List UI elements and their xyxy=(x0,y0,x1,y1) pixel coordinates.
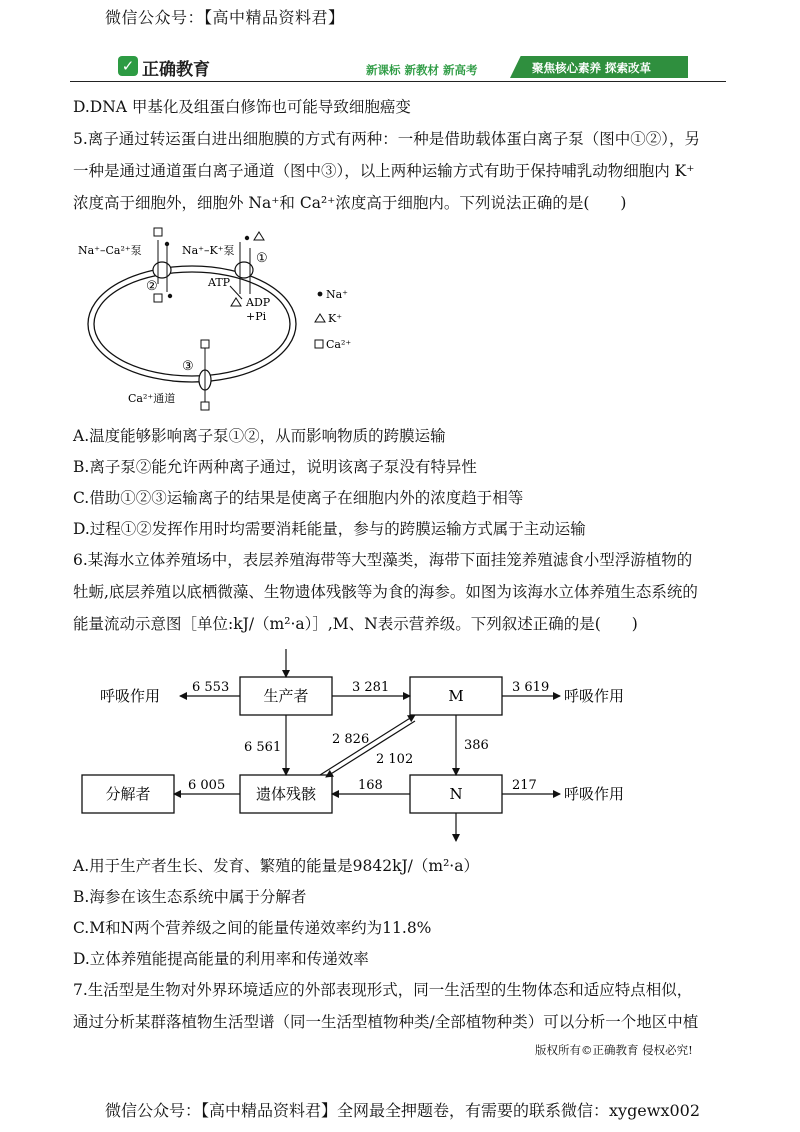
q6-option-b: B.海参在该生态系统中属于分解者 xyxy=(73,888,307,906)
na-dot-inside xyxy=(168,294,172,298)
pump-2-number: ② xyxy=(146,279,158,294)
q5-option-c: C.借助①②③运输离子的结果是使离子在细胞内外的浓度趋于相等 xyxy=(73,489,524,507)
value-2826: 2 826 xyxy=(332,732,370,747)
copyright-notice: 版权所有©正确教育 侵权必究! xyxy=(535,1043,693,1057)
slogan-left: 新课标 新教材 新高考 xyxy=(366,63,478,77)
na-dot-top xyxy=(165,242,169,246)
legend-na-dot xyxy=(318,292,323,297)
header-divider xyxy=(70,81,726,82)
q5-stem-line-3: 浓度高于细胞外，细胞外 Na⁺和 Ca²⁺浓度高于细胞内。下列说法正确的是( ) xyxy=(73,194,627,212)
value-217: 217 xyxy=(512,778,537,793)
value-3281: 3 281 xyxy=(352,680,390,695)
pi-label: +Pi xyxy=(246,310,267,323)
q6-stem-line-2: 牡蛎,底层养殖以底栖微藻、生物遗体残骸等为食的海参。如图为该海水立体养殖生态系统的 xyxy=(73,583,698,601)
atp-label: ATP xyxy=(208,276,231,289)
q4-option-d: D.DNA 甲基化及组蛋白修饰也可能导致细胞癌变 xyxy=(73,98,411,116)
value-6005: 6 005 xyxy=(188,778,226,793)
brand-logo xyxy=(118,55,258,81)
q5-option-a: A.温度能够影响离子泵①②，从而影响物质的跨膜运输 xyxy=(73,427,446,445)
resp-left-label: 呼吸作用 xyxy=(100,687,161,705)
producer-label: 生产者 xyxy=(263,687,309,705)
value-2102: 2 102 xyxy=(376,752,414,767)
legend-ca: Ca²⁺ xyxy=(326,338,352,351)
q7-stem-line-2: 通过分析某群落植物生活型谱（同一生活型植物种类/全部植物种类）可以分析一个地区中植 xyxy=(73,1013,699,1031)
legend-ca-square xyxy=(315,340,323,348)
q5-stem-line-2: 一种是通过通道蛋白离子通道（图中③），以上两种运输方式有助于保持哺乳动物细胞内 K⁺ xyxy=(73,162,695,180)
check-icon: ✓ xyxy=(118,56,138,76)
q6-option-c: C.M和N两个营养级之间的能量传递效率约为11.8% xyxy=(73,919,432,937)
resp-m-label: 呼吸作用 xyxy=(564,687,625,705)
k-triangle-top xyxy=(254,232,264,240)
resp-n-label: 呼吸作用 xyxy=(564,785,625,803)
na-dot-pump1 xyxy=(245,236,249,240)
footer-wechat: 微信公众号：【高中精品资料君】全网最全押题卷，有需要的联系微信：xygewx002 xyxy=(105,1101,701,1120)
slogan-right: 聚焦核心素养 探索改革 xyxy=(532,61,652,75)
pump-1-label: Na⁺–K⁺泵 xyxy=(182,244,235,257)
q5-stem-line-1: 5.离子通过转运蛋白进出细胞膜的方式有两种：一种是借助载体蛋白离子泵（图中①②），另 xyxy=(73,130,701,148)
m-label: M xyxy=(448,687,464,705)
ca-square-inside xyxy=(154,294,162,302)
q5-option-d: D.过程①②发挥作用时均需要消耗能量，参与的跨膜运输方式属于主动运输 xyxy=(73,520,586,538)
header-wechat: 微信公众号：【高中精品资料君】 xyxy=(105,8,345,27)
ca-square-channel-in xyxy=(201,340,209,348)
legend-k-triangle xyxy=(315,314,325,322)
k-triangle-inside xyxy=(231,298,241,306)
pump-1-number: ① xyxy=(256,251,268,266)
adp-label: ADP xyxy=(246,296,271,309)
remains-label: 遗体残骸 xyxy=(255,785,317,803)
decomposer-label: 分解者 xyxy=(105,785,151,803)
value-168: 168 xyxy=(358,778,383,793)
q6-option-d: D.立体养殖能提高能量的利用率和传递效率 xyxy=(73,950,369,968)
ca-square-top xyxy=(154,228,162,236)
legend-na: Na⁺ xyxy=(326,288,348,301)
n-label: N xyxy=(449,785,463,803)
brand-name: 正确教育 xyxy=(142,60,210,80)
legend-k: K⁺ xyxy=(328,312,343,325)
q6-option-a: A.用于生产者生长、发育、繁殖的能量是9842kJ/（m²·a） xyxy=(73,857,479,875)
value-6561: 6 561 xyxy=(244,740,282,755)
q5-option-b: B.离子泵②能允许两种离子通过，说明该离子泵没有特异性 xyxy=(73,458,477,476)
q6-stem-line-1: 6.某海水立体养殖场中，表层养殖海带等大型藻类，海带下面挂笼养殖滤食小型浮游植物的 xyxy=(73,551,693,569)
pump-2-label: Na⁺–Ca²⁺泵 xyxy=(78,244,142,257)
ca-square-channel-out xyxy=(201,402,209,410)
value-6553: 6 553 xyxy=(192,680,230,695)
value-386: 386 xyxy=(464,738,489,753)
channel-label: Ca²⁺通道 xyxy=(128,392,176,405)
q7-stem-line-1: 7.生活型是生物对外界环境适应的外部表现形式，同一生活型的生物体态和适应特点相似， xyxy=(73,981,693,999)
energy-flow-diagram xyxy=(70,645,670,850)
channel-number: ③ xyxy=(182,359,194,374)
arrow-m-remains xyxy=(326,721,415,777)
cell-membrane-figure xyxy=(70,224,370,414)
q6-stem-line-3: 能量流动示意图［单位:kJ/（m²·a）］,M、N表示营养级。下列叙述正确的是( ) xyxy=(73,615,638,633)
pump-2-protein xyxy=(153,262,171,278)
value-3619: 3 619 xyxy=(512,680,550,695)
